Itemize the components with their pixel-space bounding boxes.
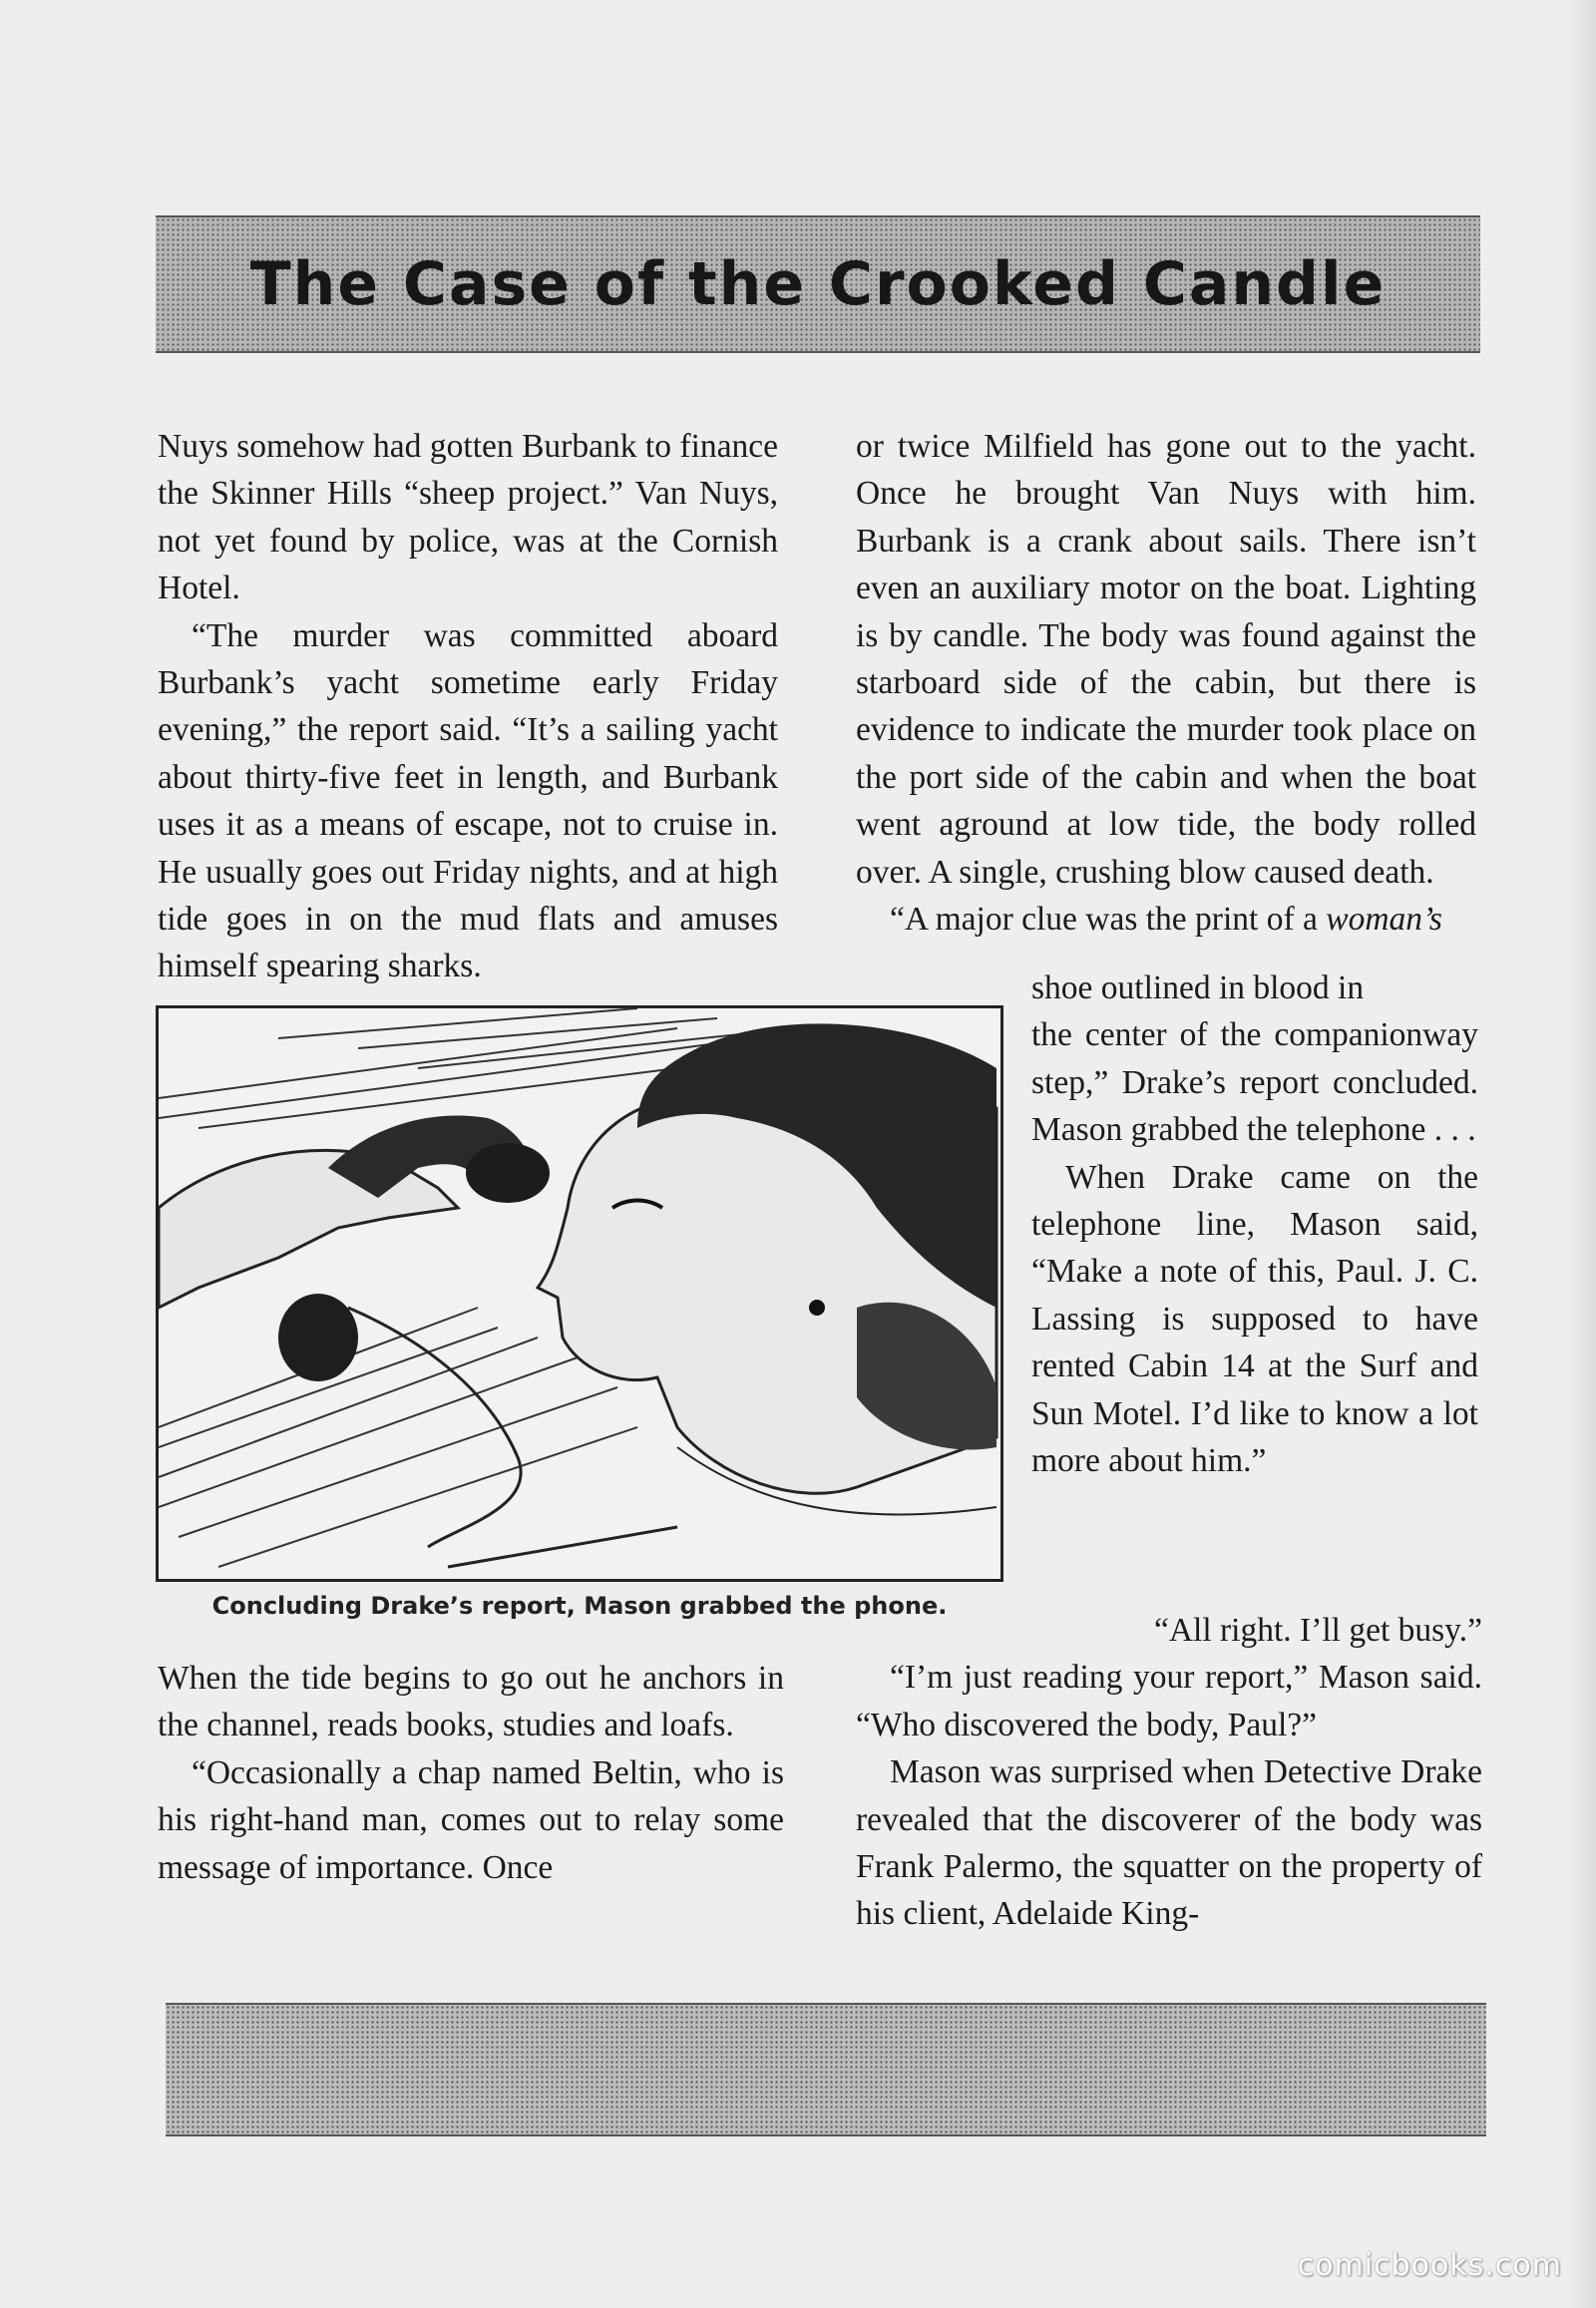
illustration-caption: Concluding Drake’s report, Mason grabbed the phone. bbox=[211, 1592, 948, 1620]
paragraph: “I’m just reading your report,” Mason said. “Who discovered the body, Paul?” bbox=[856, 1659, 1482, 1743]
left-column-bottom bbox=[158, 1655, 784, 1891]
quote-lead: “A major clue was the print of a bbox=[890, 901, 1327, 939]
paragraph: Nuys somehow had gotten Burbank to finance the Skinner Hills “sheep project.” Van Nuys, not yet found by police, was at the Cornish Hotel. bbox=[158, 428, 778, 607]
right-column-wrap bbox=[1031, 969, 1478, 1484]
paragraph: the center of the companionway step,” Drake’s report concluded. Mason grabbed the telephone . . . bbox=[1031, 1016, 1478, 1149]
right-column-top bbox=[856, 423, 1476, 943]
paragraph: “Occasionally a chap named Beltin, who is his right-hand man, comes out to relay some message of importance. Once bbox=[158, 1753, 784, 1886]
paragraph-major-clue bbox=[856, 896, 1476, 943]
paragraph: “The murder was committed aboard Burbank’s yacht sometime early Friday evening,” the report said. “It’s a sailing yacht about thirty-five feet in length, and Burbank uses it as a means of escape, not to cruise in. He usually goes out Friday nights, and at high tide goes in on the mud flats and amuses himself spearing sharks. bbox=[158, 616, 778, 985]
watermark: comicbooks.com bbox=[1297, 2248, 1562, 2283]
illustration-drawing bbox=[159, 1008, 1000, 1579]
page-edge bbox=[1566, 0, 1596, 2308]
left-column-top bbox=[158, 423, 778, 990]
paragraph: Mason was surprised when Detective Drake revealed that the discoverer of the body was Frank Palermo, the squatter on the property of his client, Adelaide King- bbox=[856, 1753, 1482, 1933]
paragraph: shoe outlined in blood in bbox=[1031, 969, 1365, 1006]
emphasis-woman: woman’s bbox=[1326, 901, 1442, 939]
telephone-illustration bbox=[156, 1005, 1003, 1582]
paragraph: When Drake came on the telephone line, Mason said, “Make a note of this, Paul. J. C. Lassing is supposed to have rented Cabin 14 at the Surf and Sun Motel. I’d like to know a lot more about him.” bbox=[1031, 1158, 1478, 1480]
paragraph: “All right. I’ll get busy.” bbox=[1153, 1612, 1482, 1649]
paragraph: When the tide begins to go out he anchors in the channel, reads books, studies and loafs. bbox=[158, 1660, 784, 1744]
footer-banner bbox=[166, 2003, 1486, 2136]
title-banner bbox=[156, 215, 1480, 353]
right-column-bottom bbox=[856, 1607, 1482, 1938]
story-title: The Case of the Crooked Candle bbox=[249, 249, 1387, 319]
paragraph: or twice Milfield has gone out to the yacht. Once he brought Van Nuys with him. Burbank is a crank about sails. There isn’t even an auxiliary motor on the boat. Lighting is by candle. The body was found against the starboard side of the cabin, but there is evidence to indicate the murder took place on the port side of the cabin and when the boat went aground at low tide, the body rolled over. A single, crushing blow caused death. bbox=[856, 428, 1476, 891]
